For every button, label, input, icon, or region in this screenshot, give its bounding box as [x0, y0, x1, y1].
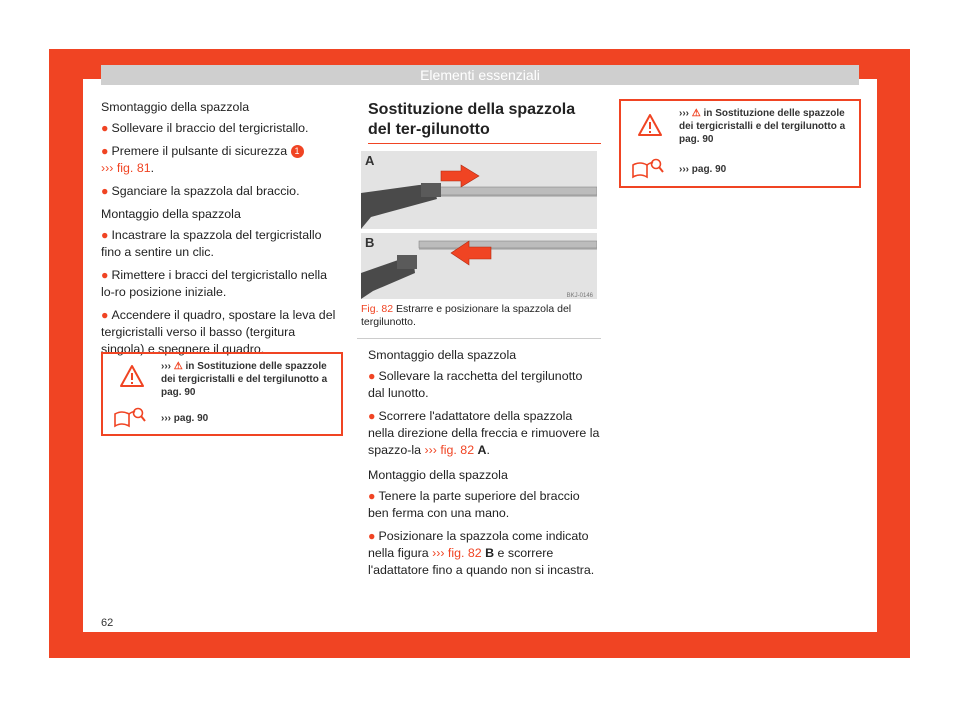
fig-81-link[interactable]: ››› fig. 81 — [101, 161, 151, 175]
panel-a-label: A — [365, 153, 375, 168]
fig-82b-link[interactable]: ››› fig. 82 — [432, 546, 482, 560]
bullet-icon: ● — [101, 144, 109, 158]
bullet-icon: ● — [101, 121, 109, 135]
middle-title-block — [368, 100, 601, 144]
figure-82 — [357, 145, 601, 339]
warning-icon — [637, 113, 663, 137]
bullet-icon: ● — [368, 369, 376, 383]
fig-82a-link[interactable]: ››› fig. 82 — [424, 443, 475, 457]
figure-code: BKJ-0146 — [566, 293, 593, 299]
left-warning-text: ››› ⚠ in Sostituzione delle spazzole dei tergicristalli e del tergilunotto a pag. 90 — [161, 361, 328, 398]
figure-panel-b — [361, 233, 597, 299]
page-header: Elementi essenziali — [101, 65, 859, 85]
bullet-icon: ● — [101, 184, 109, 198]
bullet-icon: ● — [368, 409, 376, 423]
middle-install-step-1: ● Tenere la parte superiore del braccio ben ferma con una mano. — [368, 489, 580, 520]
bullet-icon: ● — [101, 308, 109, 322]
bullet-icon: ● — [101, 228, 109, 242]
middle-removal-heading: Smontaggio della spazzola — [368, 348, 517, 362]
left-removal-step-2: ● Premere il pulsante di sicurezza 1 ››› fig. 81. — [101, 143, 341, 177]
title-divider — [368, 143, 601, 144]
bullet-icon: ● — [368, 489, 376, 503]
left-install-step-3: ● Accendere il quadro, spostare la leva del tergicristalli verso il basso (tergitura singola) e spegnere il quadro. — [101, 308, 336, 356]
wiper-install-illustration — [361, 233, 597, 299]
left-install-heading: Montaggio della spazzola — [101, 207, 241, 221]
right-book-ref[interactable]: ››› pag. 90 — [679, 164, 727, 175]
wiper-remove-illustration — [361, 151, 597, 229]
figure-caption: Fig. 82 Estrarre e posizionare la spazzola del tergilunotto. — [361, 303, 572, 328]
right-warning-text: ››› ⚠ in Sostituzione delle spazzole dei tergicristalli e del tergilunotto a pag. 90 — [679, 108, 846, 145]
section-title: Sostituzione della spazzola del ter-gilunotto — [368, 101, 576, 138]
book-magnifier-icon — [631, 157, 665, 179]
right-warning-box — [619, 99, 861, 188]
bullet-icon: ● — [101, 268, 109, 282]
panel-b-label: B — [365, 235, 375, 250]
left-install-step-2: ● Rimettere i bracci del tergicristallo nella lo-ro posizione iniziale. — [101, 268, 328, 299]
left-column — [101, 99, 341, 364]
book-magnifier-icon — [113, 406, 147, 428]
left-warning-box — [101, 352, 343, 436]
callout-badge: 1 — [291, 145, 304, 158]
left-removal-step-3: ● Sganciare la spazzola dal braccio. — [101, 184, 300, 198]
bullet-icon: ● — [368, 529, 376, 543]
middle-removal-step-1: ● Sollevare la racchetta del tergilunotto dal lunotto. — [368, 369, 583, 400]
page-number: 62 — [101, 617, 114, 629]
middle-install-step-2: ● Posizionare la spazzola come indicato nella figura ››› fig. 82 B e scorrere l'adattatore fino a quando non si incastra. — [368, 529, 595, 577]
left-removal-step-1: ● Sollevare il braccio del tergicristallo. — [101, 121, 309, 135]
middle-removal-step-2: ● Scorrere l'adattatore della spazzola nella direzione della freccia e rimuovere la spazzo-la ››› fig. 82 A. — [368, 409, 600, 457]
left-book-ref[interactable]: ››› pag. 90 — [161, 413, 209, 424]
figure-panel-a — [361, 151, 597, 229]
middle-column — [368, 347, 601, 585]
left-removal-heading: Smontaggio della spazzola — [101, 100, 250, 114]
middle-install-heading: Montaggio della spazzola — [368, 468, 508, 482]
warning-icon — [119, 364, 145, 388]
left-install-step-1: ● Incastrare la spazzola del tergicristallo fino a sentire un clic. — [101, 228, 322, 259]
